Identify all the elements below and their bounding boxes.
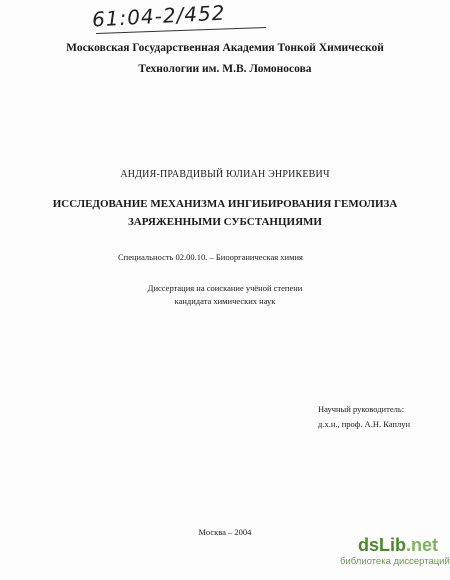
thesis-title-line-2: ЗАРЯЖЕННЫМИ СУБСТАНЦИЯМИ [128,216,322,228]
specialty: Специальность 02.00.10. – Биоорганическая химия [118,252,303,262]
city-year: Москва – 2004 [198,527,252,537]
advisor-name: д.х.н., проф. А.Н. Каплун [318,419,411,429]
watermark-logo-net: .net [406,535,439,555]
author-name: АНДИЯ-ПРАВДИВЫЙ ЮЛИАН ЭНРИКЕВИЧ [120,169,330,180]
watermark-logo[interactable] [358,535,438,556]
institution-line-1: Московская Государственная Академия Тонкой Химической [66,42,384,54]
degree-line-1: Диссертация на соискание учёной степени [147,283,303,293]
institution-line-2: Технологии им. М.В. Ломоносова [138,63,312,75]
advisor-label: Научный руководитель: [318,404,405,414]
handwritten-code: 61:04-2/452 [91,0,227,32]
watermark-text: библиотека диссертаций [340,556,450,567]
degree-line-2: кандидата химических наук [174,296,276,306]
watermark-logo-ds: dsLib [358,535,406,555]
thesis-title-line-1: ИССЛЕДОВАНИЕ МЕХАНИЗМА ИНГИБИРОВАНИЯ ГЕМОЛИЗА [52,198,398,210]
